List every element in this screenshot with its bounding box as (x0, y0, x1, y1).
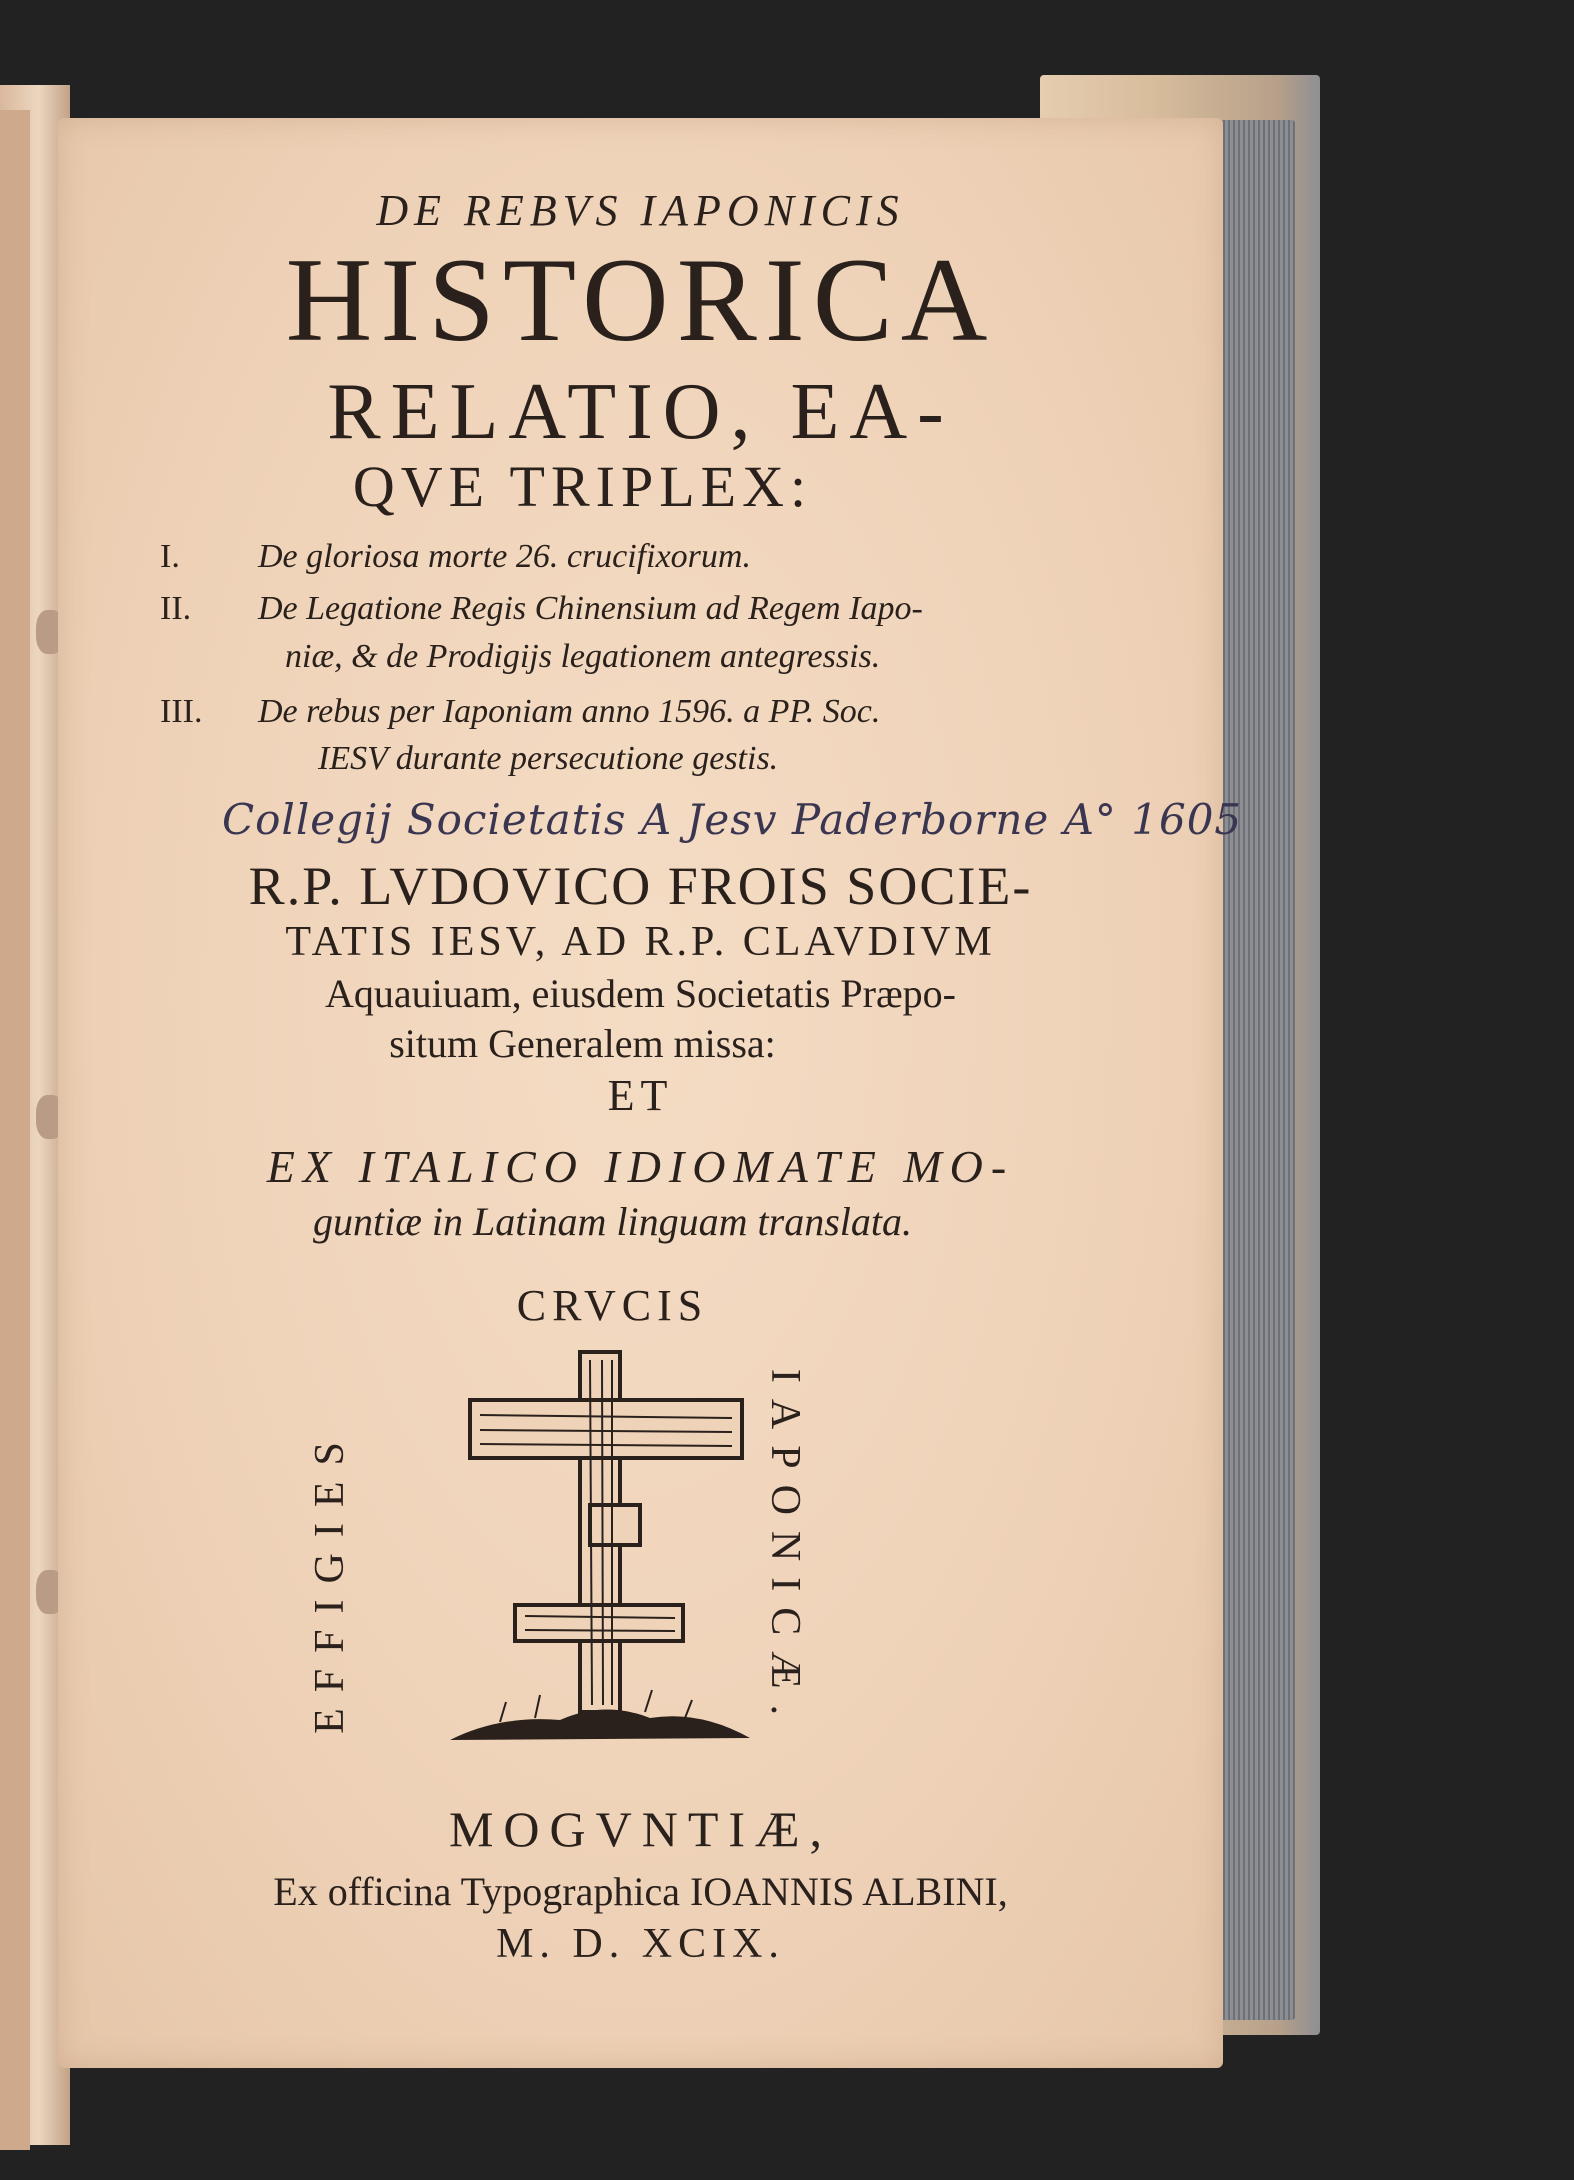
title-line-1: DE REBVS IAPONICIS (376, 186, 905, 235)
contents-text-2: De Legatione Regis Chinensium ad Regem Iapo- (258, 590, 923, 627)
imprint-city: MOGVNTIÆ, (448, 1801, 833, 1857)
imprint-printer: Ex officina Typographica IOANNIS ALBINI, (273, 1869, 1008, 1914)
left-page-strip (0, 110, 30, 2150)
contents-num-2: II. (160, 590, 192, 627)
author-line-4: situm Generalem missa: (389, 1021, 776, 1066)
handwritten-inscription: Collegij Societatis A Jesv Paderborne A° 1605 (222, 795, 1243, 844)
et-line: ET (607, 1071, 674, 1120)
contents-text-3-cont: IESV durante persecutione gestis. (318, 740, 779, 777)
title-line-4: QVE TRIPLEX: (352, 454, 813, 519)
page-edges (1215, 120, 1295, 2020)
author-line-2: TATIS IESV, AD R.P. CLAVDIVM (285, 919, 996, 965)
cross-woodcut (440, 1340, 770, 1760)
contents-text-2-cont: niæ, & de Prodigijs legationem antegressis. (285, 638, 881, 675)
title-line-3: RELATIO, EA- (327, 368, 954, 456)
contents-text-1: De gloriosa morte 26. crucifixorum. (258, 538, 751, 575)
contents-num-3: III. (160, 693, 203, 730)
author-line-3: Aquauiuam, eiusdem Societatis Præpo- (324, 971, 956, 1016)
translation-line-1: EX ITALICO IDIOMATE MO- (266, 1141, 1015, 1192)
contents-text-3: De rebus per Iaponiam anno 1596. a PP. Soc. (258, 693, 881, 730)
effigies-label: EFFIGIES (307, 1426, 353, 1734)
crucis-label: CRVCIS (516, 1281, 709, 1330)
translation-line-2: guntiæ in Latinam linguam translata. (313, 1199, 912, 1244)
author-line-1: R.P. LVDOVICO FROIS SOCIE- (248, 856, 1033, 916)
title-line-2: HISTORICA (285, 233, 996, 366)
iaponicae-label: IAPONICÆ. (762, 1368, 808, 1732)
imprint-year: M. D. XCIX. (496, 1921, 785, 1967)
contents-num-1: I. (160, 538, 180, 575)
